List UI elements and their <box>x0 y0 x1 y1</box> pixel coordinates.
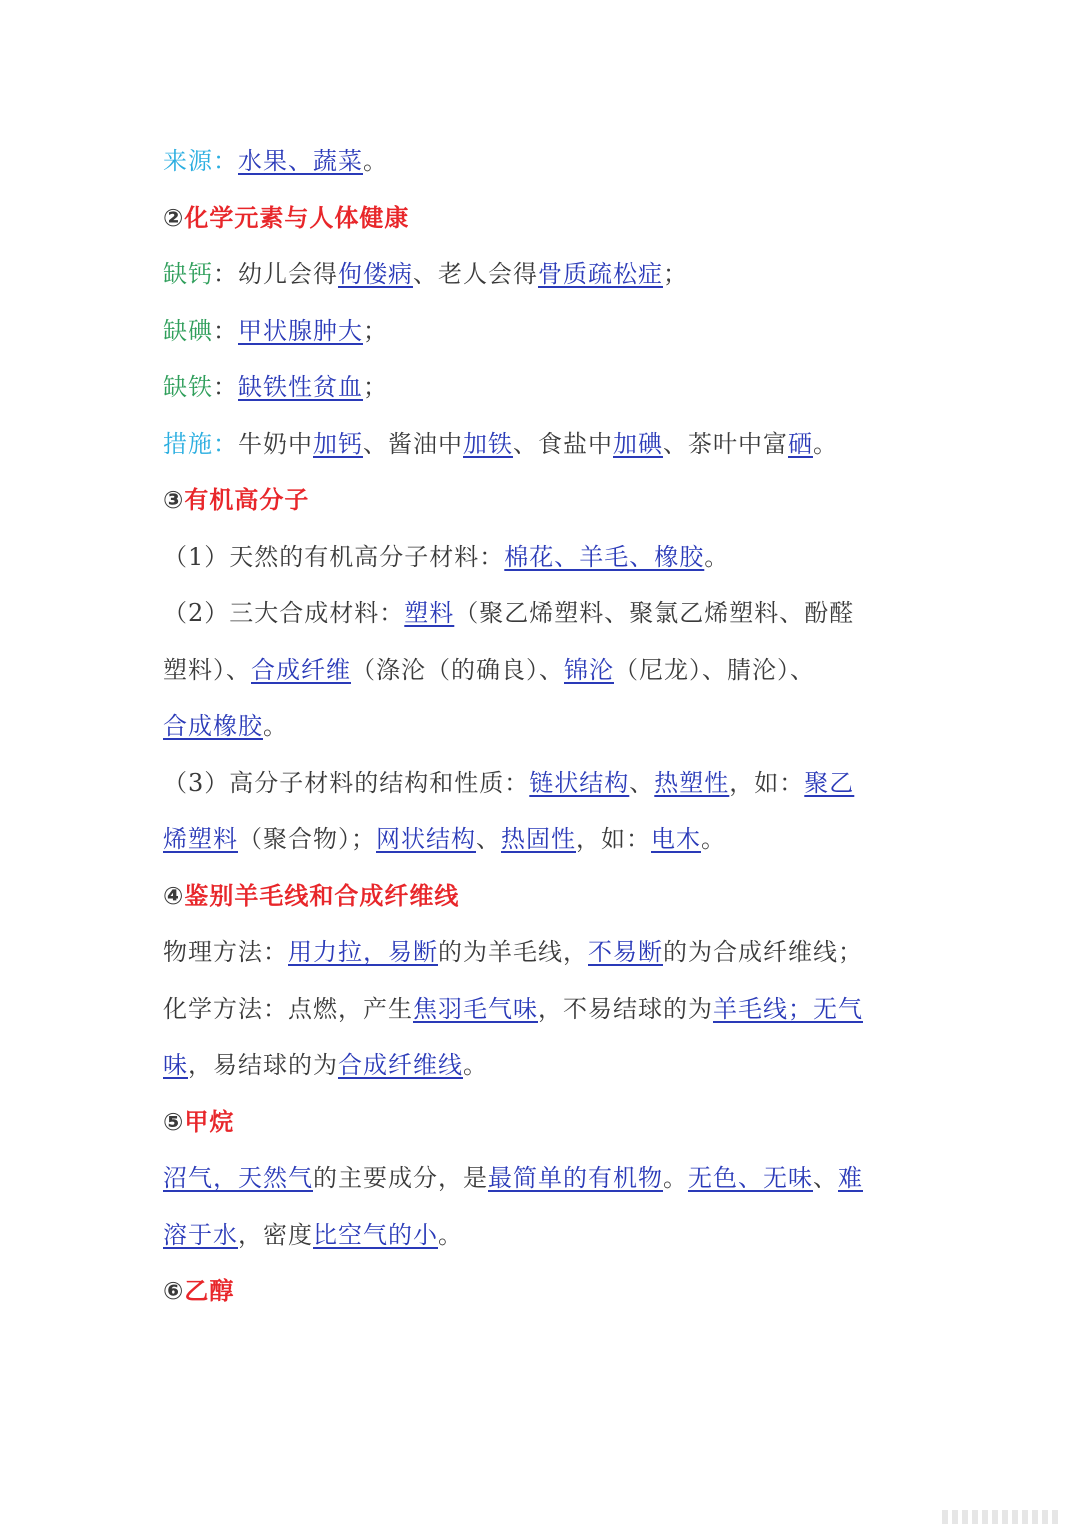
methane-answer5: 比空气的小 <box>313 1220 438 1249</box>
methane-answer2: 最简单的有机物 <box>488 1164 663 1192</box>
section4-number: ④ <box>163 881 185 910</box>
iron-end: ； <box>363 373 388 401</box>
calcium-text2: 、老人会得 <box>413 260 538 288</box>
calcium-line <box>163 246 923 303</box>
item2-text4: （尼龙）、腈沦）、 <box>614 655 815 684</box>
methane-text2: 。 <box>663 1164 688 1192</box>
measures-answer2: 加铁 <box>463 429 513 458</box>
physical-prefix: 物理方法： <box>163 938 288 966</box>
item3-answer5: 热固性 <box>501 825 576 853</box>
measures-label: 措施 <box>163 429 213 458</box>
methane-line2 <box>163 1207 923 1264</box>
item3-answer6: 电木 <box>651 825 701 853</box>
item3-text5: ，如： <box>576 825 651 853</box>
physical-answer2: 不易断 <box>588 938 663 966</box>
physical-method-line <box>163 924 923 981</box>
measures-text1: 牛奶中 <box>238 429 313 458</box>
methane-line1 <box>163 1150 923 1207</box>
calcium-label: 缺钙 <box>163 260 213 288</box>
section2-number: ② <box>163 203 185 232</box>
item2-text3: （涤沦（的确良）、 <box>351 655 564 684</box>
chemical-answer1: 焦羽毛气味 <box>413 994 538 1023</box>
methane-end: 。 <box>438 1220 463 1249</box>
measures-answer3: 加碘 <box>613 429 663 458</box>
watermark-mark <box>942 1510 1062 1524</box>
section2-title: 化学元素与人体健康 <box>184 203 410 232</box>
calcium-sep: ： <box>213 260 238 288</box>
calcium-text1: 幼儿会得 <box>238 260 338 288</box>
chemical-prefix: 化学方法：点燃，产生 <box>163 994 413 1023</box>
physical-text2: 的为合成纤维线； <box>663 938 863 966</box>
section6-title: 乙醇 <box>184 1277 235 1305</box>
item2-end: 。 <box>263 712 288 740</box>
measures-end: 。 <box>813 429 838 458</box>
sources-line <box>163 133 923 190</box>
section3-number: ③ <box>163 486 185 514</box>
section6-heading <box>163 1263 923 1320</box>
section3-item3-line1 <box>163 755 923 812</box>
iron-sep: ： <box>213 373 238 401</box>
item2-answer1: 塑料 <box>404 599 455 627</box>
iron-label: 缺铁 <box>163 373 213 401</box>
sources-label: 来源： <box>163 147 238 175</box>
section6-number: ⑥ <box>163 1277 185 1305</box>
section4-heading <box>163 868 923 925</box>
physical-answer1: 用力拉，易断 <box>288 938 438 966</box>
iodine-sep: ： <box>213 316 238 345</box>
item2-text2: 塑料）、 <box>163 655 251 684</box>
measures-text4: 、茶叶中富 <box>663 429 788 458</box>
chemical-text1: ，不易结球的为 <box>538 994 713 1023</box>
chemical-text2: ，易结球的为 <box>188 1051 338 1079</box>
iodine-end: ； <box>363 316 388 345</box>
chemical-end: 。 <box>463 1051 488 1079</box>
item3-end: 。 <box>701 825 726 853</box>
iodine-answer: 甲状腺肿大 <box>238 316 363 345</box>
chemical-method-line2 <box>163 1037 923 1094</box>
calcium-answer2: 骨质疏松症 <box>538 260 663 288</box>
chemical-method-line1 <box>163 981 923 1038</box>
methane-answer4b: 溶于水 <box>163 1220 238 1249</box>
item2-answer2: 合成纤维 <box>251 655 351 684</box>
section5-heading <box>163 1094 923 1151</box>
chemical-answer2b: 味 <box>163 1051 188 1079</box>
iron-answer: 缺铁性贫血 <box>238 373 363 401</box>
item3-answer3a: 聚乙 <box>804 768 855 797</box>
item3-text1: 、 <box>629 768 655 797</box>
chemical-answer3: 合成纤维线 <box>338 1051 463 1079</box>
item2-prefix: （2）三大合成材料： <box>163 599 405 627</box>
methane-answer1: 沼气，天然气 <box>163 1164 313 1192</box>
iodine-label: 缺碘 <box>163 316 213 345</box>
item3-answer2: 热塑性 <box>654 768 730 797</box>
item1-prefix: （1）天然的有机高分子材料： <box>163 542 505 571</box>
section3-heading <box>163 472 923 529</box>
methane-answer4a: 难 <box>838 1164 863 1192</box>
section3-item2-line2 <box>163 642 923 699</box>
measures-sep: ： <box>213 429 238 458</box>
section5-number: ⑤ <box>163 1107 185 1136</box>
item3-answer4: 网状结构 <box>376 825 476 853</box>
methane-answer3: 无色、无味 <box>688 1164 813 1192</box>
item3-text4: 、 <box>476 825 501 853</box>
methane-text1: 的主要成分，是 <box>313 1164 488 1192</box>
item3-answer3b: 烯塑料 <box>163 825 238 853</box>
methane-text4: ，密度 <box>238 1220 313 1249</box>
item1-answer: 棉花、羊毛、橡胶 <box>504 542 705 571</box>
section3-item2-line1 <box>163 585 923 642</box>
chemical-answer2a: 羊毛线；无气 <box>713 994 863 1023</box>
item3-text3: （聚合物）； <box>238 825 376 853</box>
sources-value: 水果、蔬菜 <box>238 147 363 175</box>
measures-text3: 、食盐中 <box>513 429 613 458</box>
item3-prefix: （3）高分子材料的结构和性质： <box>163 768 530 797</box>
calcium-end: ； <box>663 260 688 288</box>
item2-text1: （聚乙烯塑料、聚氯乙烯塑料、酚醛 <box>454 599 855 627</box>
measures-answer4: 硒 <box>788 429 813 458</box>
measures-answer1: 加钙 <box>313 429 363 458</box>
section2-heading <box>163 190 923 247</box>
section5-title: 甲烷 <box>184 1107 235 1136</box>
section3-item2-line3 <box>163 698 923 755</box>
calcium-answer1: 佝偻病 <box>338 260 413 288</box>
methane-text3: 、 <box>813 1164 838 1192</box>
item2-answer4: 合成橡胶 <box>163 712 263 740</box>
section3-item1 <box>163 529 923 586</box>
physical-text1: 的为羊毛线， <box>438 938 588 966</box>
item2-answer3: 锦沦 <box>564 655 614 684</box>
item3-text2: ，如： <box>729 768 805 797</box>
section3-title: 有机高分子 <box>184 486 310 514</box>
iron-line <box>163 359 923 416</box>
measures-text2: 、酱油中 <box>363 429 463 458</box>
section3-item3-line2 <box>163 811 923 868</box>
item3-answer1: 链状结构 <box>529 768 630 797</box>
measures-line <box>163 416 923 473</box>
sources-end: 。 <box>363 147 388 175</box>
iodine-line <box>163 303 923 360</box>
item1-end: 。 <box>704 542 730 571</box>
document-page <box>163 133 923 1320</box>
section4-title: 鉴别羊毛线和合成纤维线 <box>184 881 460 910</box>
